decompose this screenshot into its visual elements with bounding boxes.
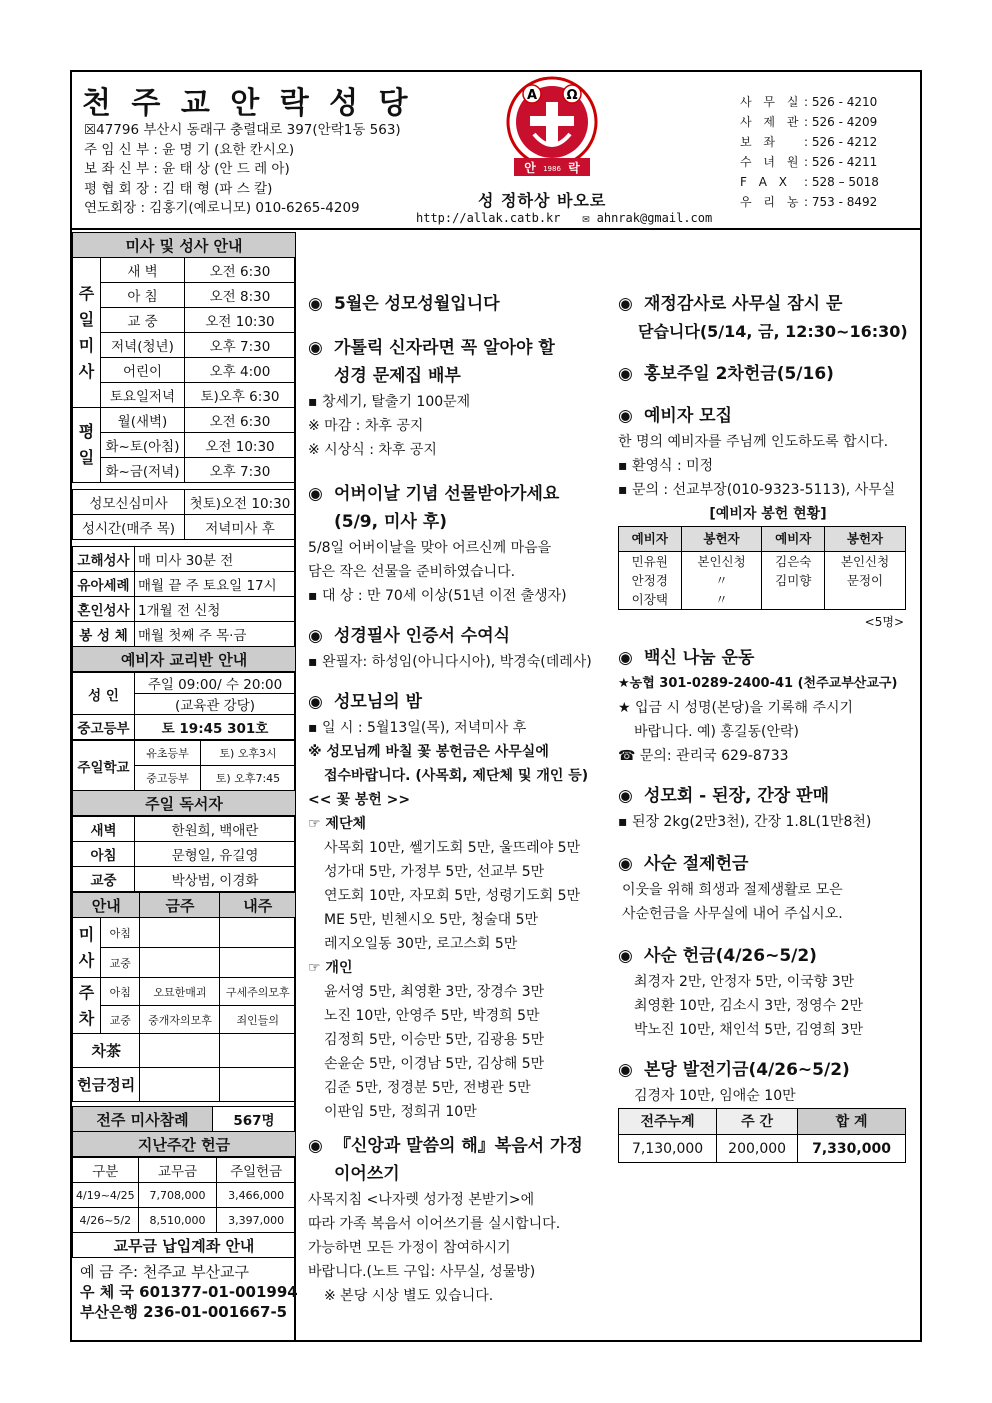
contact-row: 사 무 실 : 526 - 4210 [740,95,878,109]
development-fund-table: 전주누계 주 간 합 계 7,130,000 200,000 7,330,000 [618,1108,906,1163]
sunday-school-table: 주일학교 유초등부 토) 오후3시 중고등부 토) 오후7:45 주일 독서자 [72,740,296,816]
priest: 주 임 신 부 : 윤 명 기 (요한 칸시오) [84,141,295,158]
assistant-priest: 보 좌 신 부 : 윤 태 상 (안 드 레 아) [84,161,290,177]
notice-title: ◉ 어버이날 기념 선물받아가세요 [308,484,560,504]
website-link[interactable]: http://allak.catb.kr [416,211,561,225]
sacrament-table: 고해성사 매 미사 30분 전 유아세례 매월 끝 주 토요일 17시 혼인성사 1개월 전 신청 봉 성 체 매월 첫째 주 목·금 예비자 교리반 안내 [72,546,296,672]
notice-title: ◉ 성모님의 밤 [308,692,423,712]
catechumen-table: 예비자 봉헌자 예비자 봉헌자 민유원 안정경 이장택 본인신청 〃 〃 김은숙 김미향 본인신청 문정이 [618,526,906,610]
notice-title: ◉ 5월은 성모성월입니다 [308,294,500,314]
contact-row: 우 리 농 : 753 - 8492 [740,195,878,209]
offering-table: 구분 교무금 주일헌금 4/19~4/25 7,708,000 3,466,000 4/26~5/2 8,510,000 3,397,000 교무금 납입계좌 안내 [72,1157,296,1258]
svg-text:안: 안 [524,161,536,175]
sidebar [72,232,296,1342]
contact-row: 보 좌 : 526 - 4212 [740,135,878,149]
notice-title: ◉ 사순 헌금(4/26~5/2) [618,946,817,966]
header [72,72,920,230]
middle-column: ◉ 5월은 성모성월입니다 ◉ 가톨릭 신자라면 꼭 알아야 할 성경 문제집 배부 ▪ 창세기, 탈출기 100문제 ※ 마감 : 차후 공지 ※ 시상식 : 차후 공지 ◉ 어버이날 기념 선물받아가세요 (5/9, 미사 후) 5/8일 어버이날을 맞아 어르신께 마음을 담은 작은 선물을 준비하였습니다. ▪ 대 상 : 만 70세 이상(51년 이전 출생자) ◉ 성경필사 인증서 수여식 ▪ 완필자: 하성임(아니다시아), 박경숙(데레사) ◉ 성모님의 밤 ▪ 일 시 : 5월13일(목), 저녁미사 후 ※ 성모님께 바칠 꽃 봉헌금은 사무실에 접수바랍니다. (사목회, 제단체 및 개인 등) << 꽃 봉헌 >> ☞ 제단체 사목회 10만, 쎌기도회 5만, 울뜨레야 5만 성가대 5만, 가정부 5만, 선교부 5만 연도회 10만, 자모회 5만, 성령기도회 5만 ME 5만, 빈첸시오 5만, 청술대 5만 레지오일동 30만, 로고스회 5만 ☞ 개인 윤서영 5만, 최영환 3만, 장경수 3만 노진 10만, 안영주 5만, 박경희 5만 김정희 5만, 이승만 5만, 김광용 5만 손윤순 5만, 이경남 5만, 김상해 5만 김준 5만, 정경분 5만, 전병관 5만 이판임 5만, 정희귀 10만 ◉ 『신앙과 말씀의 해』복음서 가정 이어쓰기 사목지침 <나자렛 성가정 본받기>에 따라 가족 복음서 이어쓰기를 실시합니다. 가능하면 모든 가정이 참여하시기 바랍니다.(노트 구입: 사무실, 성물방) ※ 본당 시상 별도 있습니다. [308,290,608,1308]
notice-title: ◉ 재정감사로 사무실 잠시 문 [618,294,843,314]
email-link[interactable]: ✉ ahnrak@gmail.com [582,211,713,225]
reader-table: 새벽 한원희, 백애란 아침 문형일, 유길영 교중 박상범, 이경화 [72,816,296,892]
council-president: 평 협 회 장 : 김 태 형 (파 스 칼) [84,180,273,197]
notice-title: ◉ 성모회 - 된장, 간장 판매 [618,786,829,806]
catechism-table: 성 인 주일 09:00/ 수 20:00 (교육관 강당) 중고등부 토 19:45 301호 [72,672,296,740]
patron-saint: 성 정하상 바오로 [478,191,607,210]
parish-logo-icon [504,76,600,180]
web-contact [416,211,712,225]
address: ☒47796 부산시 동래구 충렬대로 397(안락1동 563) [84,122,401,138]
staff-info [84,121,401,219]
notice-title: ◉ 홍보주일 2차헌금(5/16) [618,364,834,384]
svg-text:1986: 1986 [543,165,561,173]
mass-schedule-table: 미사 및 성사 안내 주일미사 새 벽 오전 6:30 아 침 오전 8:30 교 중 오전 10:30 저녁(청년) 오후 7:30 어린이 오후 4:00 토요일저녁 토)오후 6:30 평일 월(새벽) 오전 6:30 화~토(아침) 오전 10:30 화~금(저녁) 오후 7:30 [72,232,296,483]
special-mass-table: 성모신심미사 첫토)오전 10:30 성시간(매주 목) 저녁미사 후 [72,489,296,540]
right-column: ◉ 재정감사로 사무실 잠시 문 닫습니다(5/14, 금, 12:30~16:30) ◉ 홍보주일 2차헌금(5/16) ◉ 예비자 모집 한 명의 예비자를 주님께 인도하도록 합시다. ▪ 환영식 : 미정 ▪ 문의 : 선교부장(010-9323-5113), 사무실 [예비자 봉헌 현황] 예비자 봉헌자 예비자 봉헌자 민유원 안정경 이장택 본인신청 〃 〃 김은숙 김미향 본인신청 문정이 <5명> ◉ 백신 나눔 운동 ★농협 301-0289-2400-41 (천주교부산교구) ★ 입금 시 성명(본당)을 기록해 주시기 바랍니다. 예) 홍길동(안락) ☎ 문의: 관리국 629-8733 ◉ 성모회 - 된장, 간장 판매 ▪ 된장 2kg(2만3천), 간장 1.8L(1만8천) ◉ 사순 절제헌금 이웃을 위해 희생과 절제생활로 모은 사순헌금을 사무실에 내어 주십시오. ◉ 사순 헌금(4/26~5/2) 최경자 2만, 안정자 5만, 이국향 3만 최영환 10만, 김소시 3만, 정영수 2만 박노진 10만, 채인석 5만, 김영희 3만 ◉ 본당 발전기금(4/26~5/2) 김경자 10만, 임애순 10만 전주누계 주 간 합 계 7,130,000 200,000 7,330,000 [618,290,918,1163]
region-chief: 연도회장 : 김홍기(예로니모) 010-6265-4209 [84,200,360,216]
guide-table: 안내 금주 내주 미사 아침 교중 주차 아침 오묘한매괴 구세주의모후 교중 중개자의모후 죄인들의 차茶 헌금정리 [72,892,296,1102]
notice-title: ◉ 사순 절제헌금 [618,854,749,874]
account-info: 예 금 주: 천주교 부산교구 우 체 국 601377-01-001994 부산은행 236-01-001667-5 [80,1263,298,1321]
svg-text:A: A [526,88,538,103]
notice-title: ◉ 본당 발전기금(4/26~5/2) [618,1060,850,1080]
attendance-table: 전주 미사참례 567명 지난주간 헌금 [72,1106,296,1157]
contact-row: F A X : 528 – 5018 [740,175,879,189]
notice-title: ◉ 예비자 모집 [618,406,733,426]
svg-text:Ω: Ω [566,88,578,103]
notice-title: ◉ 성경필사 인증서 수여식 [308,626,511,646]
contact-row: 사 제 관 : 526 - 4209 [740,115,878,129]
notice-title: ◉ 가톨릭 신자라면 꼭 알아야 할 [308,338,555,358]
notice-title: ◉ 백신 나눔 운동 [618,648,755,668]
church-name: 천 주 교 안 락 성 당 [82,86,413,121]
notice-title: ◉ 『신앙과 말씀의 해』복음서 가정 [308,1136,583,1156]
bulletin-frame [70,70,922,1342]
contact-row: 수 녀 원 : 526 - 4211 [740,155,878,169]
svg-text:락: 락 [568,161,580,175]
phone-list [740,92,879,212]
